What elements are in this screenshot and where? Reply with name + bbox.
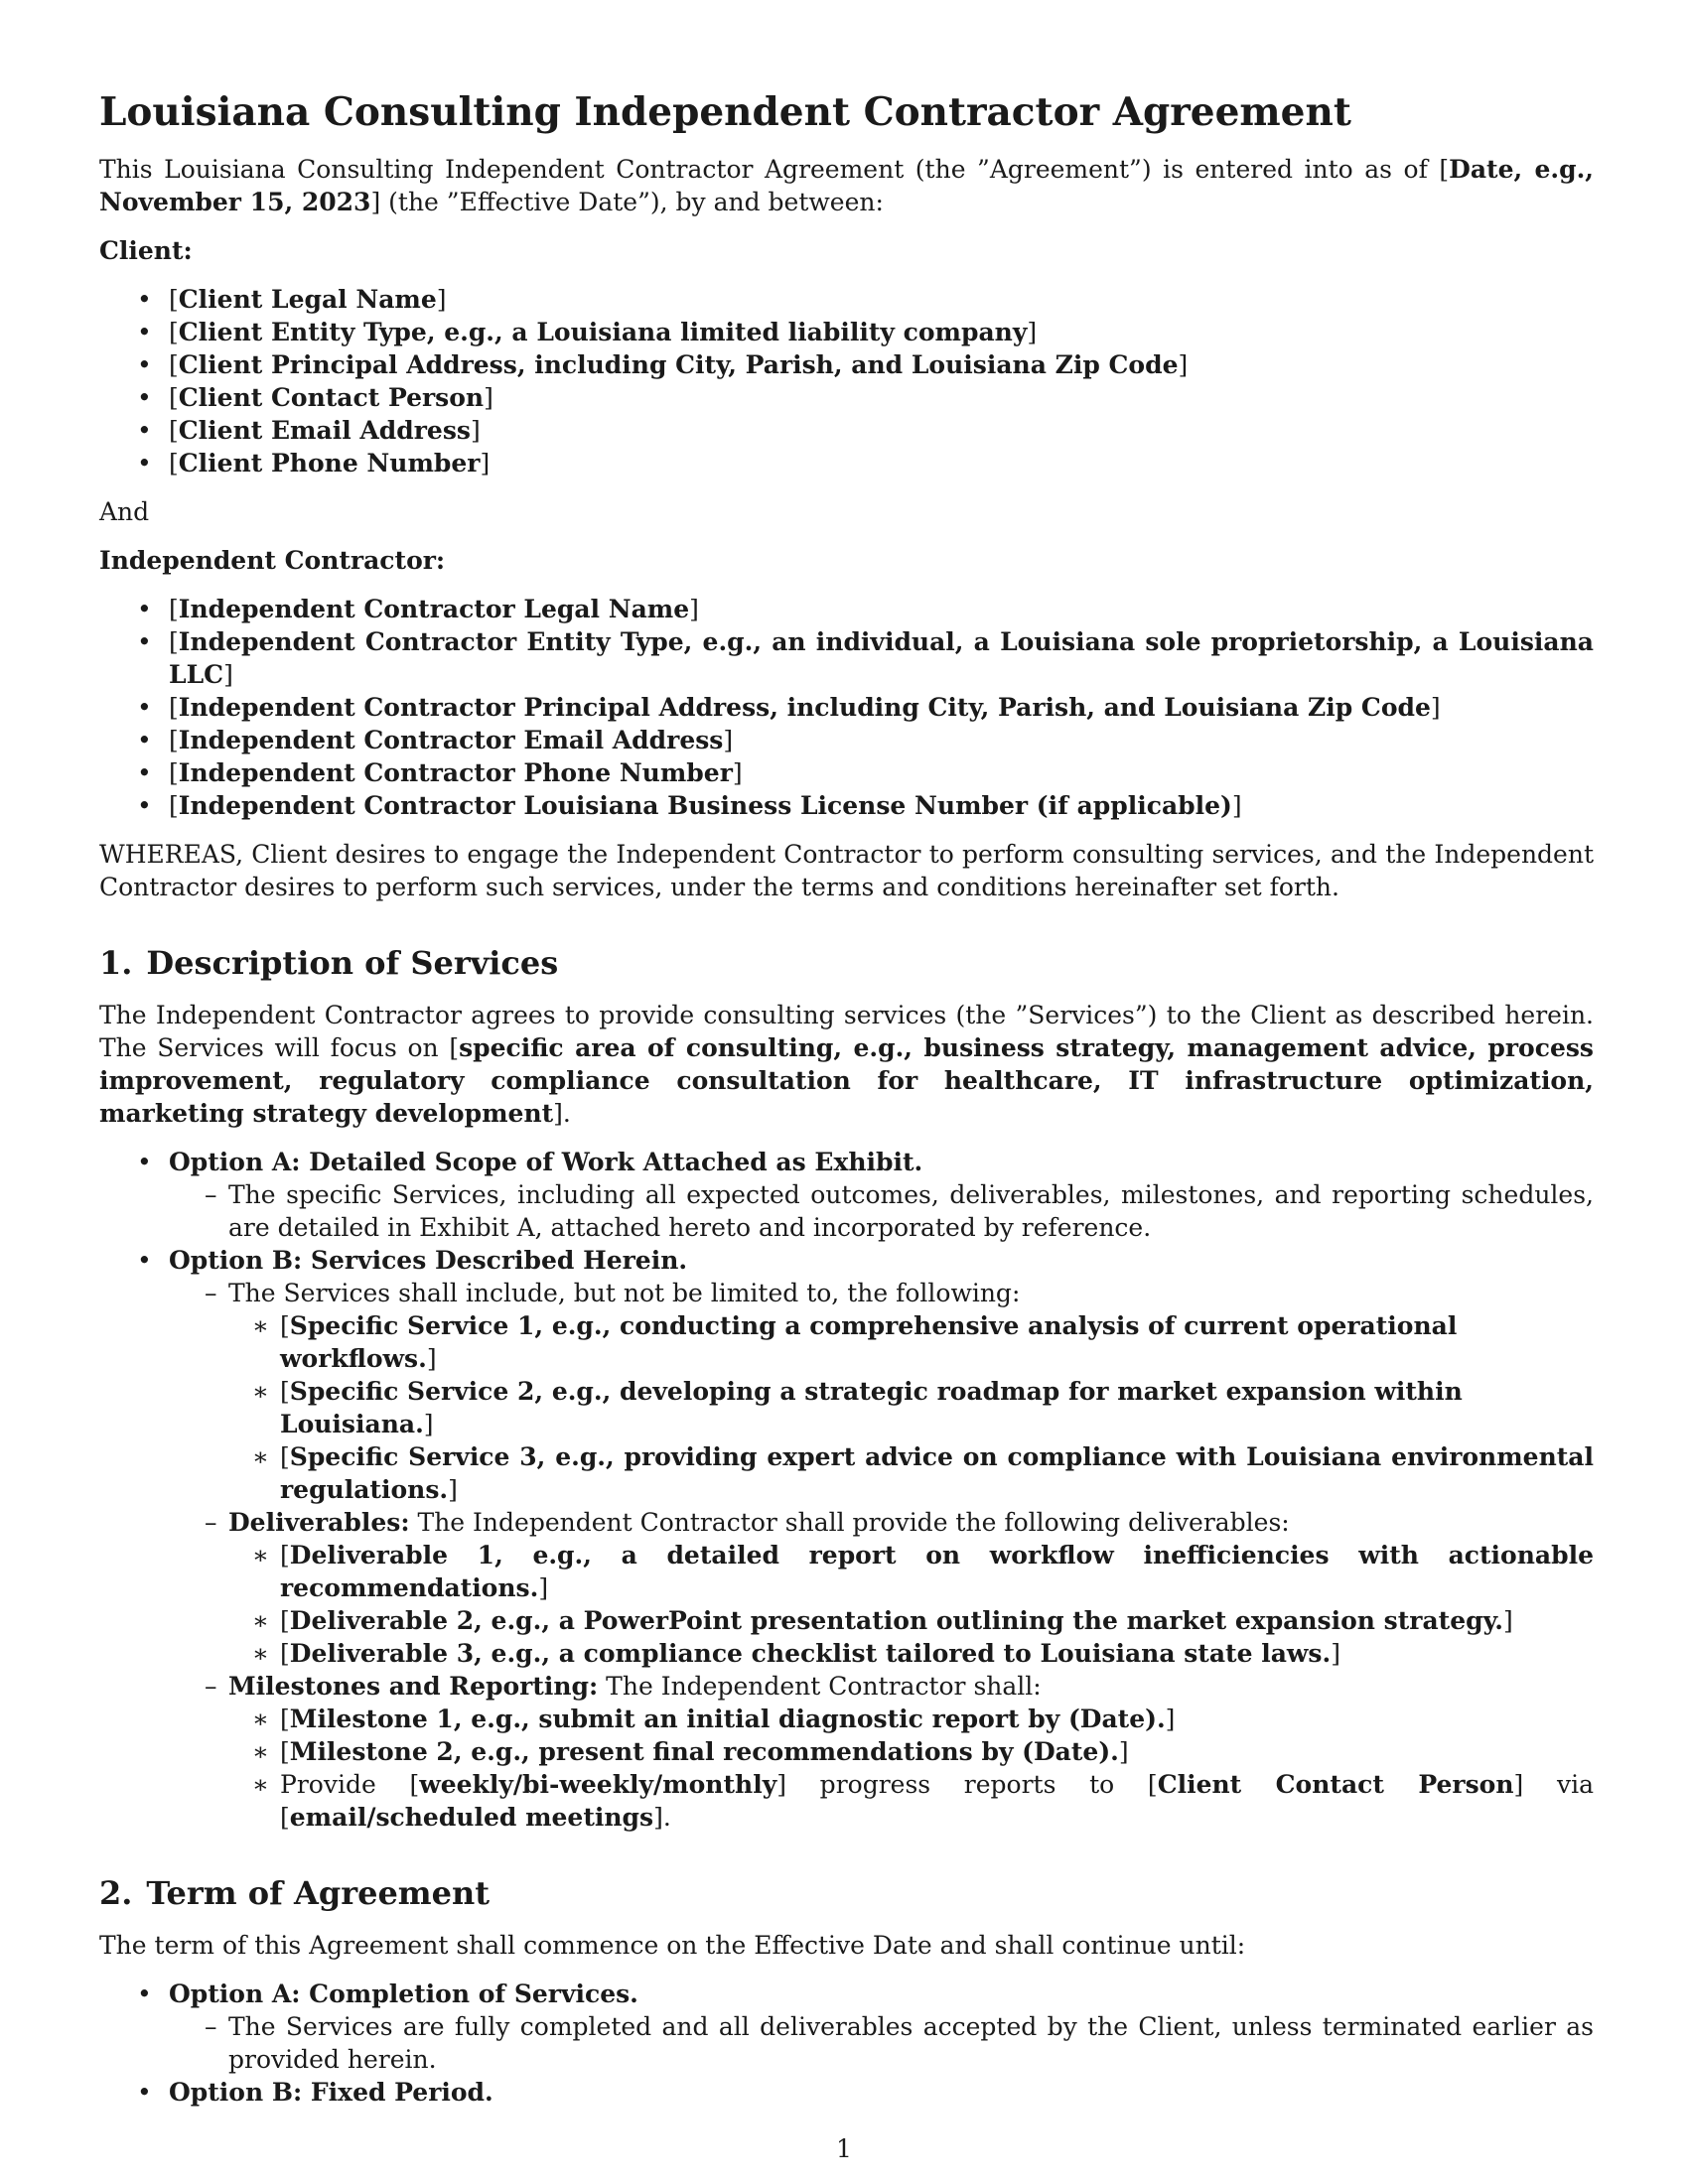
- list-item: – The Services are fully completed and all deliverables accepted by the Client, unless terminated earlier as provided herein.: [169, 2010, 1594, 2076]
- section-heading: 1. Description of Services: [99, 944, 559, 982]
- consulting-area-placeholder: specific area of consulting, e.g., business strategy, management advice, process improvement, regulatory compliance consultation for healthcare, IT infrastructure optimization, marketing strategy development: [99, 1033, 1594, 1128]
- services-options-list: [99, 1146, 1594, 1834]
- list-item: • [Client Contact Person]: [99, 381, 1594, 414]
- term-paragraph: The term of this Agreement shall commence on the Effective Date and shall continue until:: [99, 1931, 1246, 1960]
- list-item: ∗ [Deliverable 2, e.g., a PowerPoint presentation outlining the market expansion strategy.]: [228, 1604, 1594, 1637]
- list-item: ∗ [Deliverable 3, e.g., a compliance checklist tailored to Louisiana state laws.]: [228, 1637, 1594, 1670]
- whereas-paragraph: WHEREAS, Client desires to engage the Independent Contractor to perform consulting services, and the Independent Contractor desires to perform such services, under the terms and conditions hereinafter set forth.: [99, 840, 1594, 901]
- page-number: 1: [836, 2134, 852, 2163]
- and-text: And: [99, 497, 150, 526]
- deliverables-subitem: – Deliverables: The Independent Contractor shall provide the following deliverables: ∗ [Deliverable 1, e.g., a detailed report on workflow inefficiencies with actionable recommendations.] ∗ [Deliverable 2, e.g., a PowerPoint presentation outlining the market expansion strategy.] ∗ [Deliverable 3, e.g., a compliance checklist tailored to Louisiana state laws.]: [169, 1506, 1594, 1670]
- list-item: • [Independent Contractor Legal Name]: [99, 593, 1594, 625]
- list-item: ∗ [Milestone 2, e.g., present final recommendations by (Date).]: [228, 1735, 1594, 1768]
- list-item: ∗ [Deliverable 1, e.g., a detailed report on workflow inefficiencies with actionable recommendations.]: [228, 1539, 1594, 1604]
- client-details-list: [99, 283, 1594, 479]
- milestones-subitem: – Milestones and Reporting: The Independent Contractor shall: ∗ [Milestone 1, e.g., submit an initial diagnostic report by (Date).] ∗ [Milestone 2, e.g., present final recommendations by (Date).] ∗ Provide [weekly/bi-weekly/monthly] progress reports to [Client Contact Person] via [email/scheduled meetings].: [169, 1670, 1594, 1834]
- client-label: Client:: [99, 236, 193, 265]
- list-item: • [Independent Contractor Louisiana Business License Number (if applicable)]: [99, 789, 1594, 822]
- contractor-details-list: [99, 593, 1594, 822]
- section-heading: 2. Term of Agreement: [99, 1874, 491, 1912]
- option-a-item: • Option A: Detailed Scope of Work Attached as Exhibit. – The specific Services, including all expected outcomes, deliverables, milestones, and reporting schedules, are detailed in Exhibit A, attached hereto and incorporated by reference.: [99, 1146, 1594, 1244]
- list-item: – The specific Services, including all expected outcomes, deliverables, milestones, and reporting schedules, are detailed in Exhibit A, attached hereto and incorporated by reference.: [169, 1178, 1594, 1244]
- list-item: • [Independent Contractor Entity Type, e.g., an individual, a Louisiana sole proprietorship, a Louisiana LLC]: [99, 625, 1594, 691]
- intro-text: This Louisiana Consulting Independent Contractor Agreement (the ”Agreement”) is entered into as of [: [99, 155, 1450, 184]
- services-paragraph: The Independent Contractor agrees to provide consulting services (the ”Services”) to the Client as described herein. The Services will focus on [specific area of consulting, e.g., business strategy, management advice, process improvement, regulatory compliance consultation for healthcare, IT infrastructure optimization, marketing strategy development].: [99, 1001, 1594, 1128]
- list-item: • [Client Entity Type, e.g., a Louisiana limited liability company]: [99, 316, 1594, 348]
- list-item: • [Client Phone Number]: [99, 447, 1594, 479]
- option-b-item: • Option B: Fixed Period.: [99, 2076, 1594, 2109]
- list-item: • [Independent Contractor Principal Address, including City, Parish, and Louisiana Zip Code]: [99, 691, 1594, 724]
- contractor-label: Independent Contractor:: [99, 546, 446, 575]
- document-title: Louisiana Consulting Independent Contractor Agreement: [99, 89, 1351, 135]
- intro-text-end: ] (the ”Effective Date”), by and between:: [370, 188, 884, 216]
- term-options-list: [99, 1978, 1594, 2109]
- list-item: • [Independent Contractor Email Address]: [99, 724, 1594, 756]
- list-item: • [Client Principal Address, including City, Parish, and Louisiana Zip Code]: [99, 348, 1594, 381]
- list-item: ∗ [Milestone 1, e.g., submit an initial diagnostic report by (Date).]: [228, 1703, 1594, 1735]
- list-item: • [Client Email Address]: [99, 414, 1594, 447]
- option-a-item: • Option A: Completion of Services. – The Services are fully completed and all deliverables accepted by the Client, unless terminated earlier as provided herein.: [99, 1978, 1594, 2076]
- intro-paragraph: [99, 153, 1594, 218]
- list-item: ∗ [Specific Service 3, e.g., providing expert advice on compliance with Louisiana environmental regulations.]: [228, 1440, 1594, 1506]
- list-item: • [Independent Contractor Phone Number]: [99, 756, 1594, 789]
- option-b-item: • Option B: Services Described Herein. – The Services shall include, but not be limited to, the following: ∗ [Specific Service 1, e.g., conducting a comprehensive analysis of current operational workflows.] ∗ [Specific Service 2, e.g., developing a strategic roadmap for market expansion within Louisiana.] ∗ [Specific Service 3, e.g., providing expert advice on compliance with Louisiana environmental regulations.] – Deliverables: The Independent Contractor shall provide the following deliverables: ∗ [Deliverable 1, e.g., a detailed report on workflow inefficiencies with actionable recommendations.] ∗ [Deliverable 2, e.g., a PowerPoint presentation outlining the market expansion strategy.] ∗ [Deliverable 3, e.g., a compliance checklist tailored to Louisiana state laws.] – Milestones and Reporting: The Independent Contractor shall: ∗ [Milestone 1, e.g., submit an initial diagnostic report by (Date).] ∗ [Milestone 2, e.g., present final recommendations by (Date).] ∗ Provide [weekly/bi-weekly/monthly] progress reports to [Client Contact Person] via [email/scheduled meetings].: [99, 1244, 1594, 1834]
- services-subitem: – The Services shall include, but not be limited to, the following: ∗ [Specific Service 1, e.g., conducting a comprehensive analysis of current operational workflows.] ∗ [Specific Service 2, e.g., developing a strategic roadmap for market expansion within Louisiana.] ∗ [Specific Service 3, e.g., providing expert advice on compliance with Louisiana environmental regulations.]: [169, 1277, 1594, 1506]
- list-item: ∗ [Specific Service 2, e.g., developing a strategic roadmap for market expansion within Louisiana.]: [228, 1375, 1594, 1440]
- list-item: • [Client Legal Name]: [99, 283, 1594, 316]
- list-item: ∗ Provide [weekly/bi-weekly/monthly] progress reports to [Client Contact Person] via [email/scheduled meetings].: [228, 1768, 1594, 1834]
- list-item: ∗ [Specific Service 1, e.g., conducting a comprehensive analysis of current operational workflows.]: [228, 1309, 1594, 1375]
- document-page: [99, 89, 1594, 2124]
- effective-date-placeholder: Date, e.g., November 15, 2023: [99, 155, 1594, 216]
